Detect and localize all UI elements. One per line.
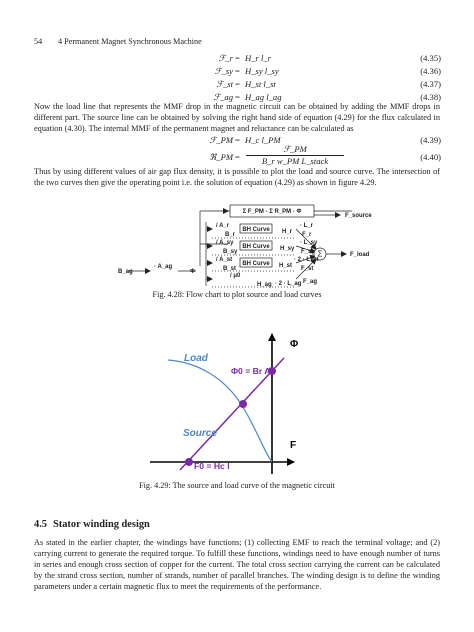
paragraph-operating-point: Thus by using different values of air gap flux density, it is possible to plot the load and source curve. The intersection of the two curves then give the operating point i.e. the solution of equation (4.29) as shown in figure 4.29.	[34, 167, 440, 188]
len-ag-label: · 2 · L_ag	[275, 281, 302, 287]
b-st-label: B_st	[223, 266, 237, 272]
equation-number: (4.37)	[420, 79, 441, 89]
load-label: Load	[184, 353, 208, 364]
len-st-label: · 2 · L_st	[294, 257, 319, 263]
section-number: 4.5	[34, 519, 47, 530]
equation-rhs: H_r l_r	[245, 53, 272, 63]
f0-point	[185, 458, 193, 466]
f-r-label: F_r	[302, 232, 312, 238]
source-load-figure	[0, 320, 474, 480]
paragraph-winding-design: As stated in the earlier chapter, the windings have functions; (1) collecting EMF to reach the terminal voltage; and (2) carrying current to generate the required torque. To fulfill these functions, windings need to have enough number of turns in series and enough cross section of copper for the current. The total cross section carrying the current can be calculated by the strand cross section, number of strands, number of parallel branches. The winding design is to define the winding parameters under a certain magnetic flux to meet the requirements of the performance.	[34, 538, 440, 592]
sum-box-label: Σ F_PM - Σ R_PM · Φ	[242, 209, 302, 215]
equation-lhs: ℱ_sy	[214, 66, 233, 76]
area-r-label: / A_r	[216, 223, 230, 229]
equation-number: (4.38)	[420, 92, 441, 102]
f-ag-label: F_ag	[303, 279, 318, 285]
section-title: Stator winding design	[53, 519, 150, 530]
equation-4-39: ℱ_PM = H_c l_PM (4.39)	[209, 135, 441, 145]
equation-4-37: ℱ_st = H_st l_st (4.37)	[216, 79, 441, 89]
b-ag-label: B_ag	[118, 269, 133, 275]
equation-4-40: ℜ_PM = (4.40)	[209, 152, 441, 162]
f0-label: F0 = Hc l	[194, 461, 230, 471]
equation-number: (4.40)	[420, 152, 441, 162]
bh-curve-r: BH Curve	[242, 227, 270, 233]
equation-lhs: ℱ_r	[218, 53, 233, 63]
fraction-denominator: B_r w_PM L_stack	[261, 156, 329, 166]
f-load-label: F_load	[350, 252, 370, 258]
equation-4-36: ℱ_sy = H_sy l_sy (4.36)	[214, 66, 441, 76]
equation-lhs: ℱ_ag	[213, 92, 233, 102]
h-sy-label: H_sy	[280, 246, 295, 252]
h-st-label: H_st	[279, 263, 293, 269]
f-st-label: F_st	[301, 266, 314, 272]
phi0-label: Φ0 = Br A	[231, 366, 271, 376]
equation-rhs: H_sy l_sy	[245, 66, 279, 76]
sigma-symbol: Σ	[317, 249, 323, 259]
phi-axis-label: Φ	[290, 339, 299, 350]
f-source-label: F_source	[345, 213, 372, 219]
paragraph-load-line: Now the load line that represents the MMF drop in the magnetic circuit can be obtained by adding the MMF drops in different part. The source line can be obtained by solving the right hand side of equation (4.29) for the flux calculated in equation (4.30). The internal MMF of the permanent magnet and reluctance can be calculated as	[34, 102, 440, 134]
equation-4-38: ℱ_ag = H_ag l_ag (4.38)	[213, 92, 441, 102]
len-r-label: · L_r	[300, 223, 314, 229]
fraction-numerator: ℱ_PM	[283, 144, 307, 154]
phi-label: Φ	[190, 269, 195, 275]
page-number: 54	[34, 37, 43, 46]
bh-curve-sy: BH Curve	[242, 244, 270, 250]
equation-fraction	[246, 144, 344, 168]
f-sy-label: F_sy	[301, 249, 315, 255]
b-sy-label: B_sy	[223, 249, 238, 255]
source-label: Source	[183, 428, 217, 439]
equation-lhs: ℱ_PM	[209, 135, 233, 145]
equation-number: (4.39)	[420, 135, 441, 145]
h-ag-label: H_ag	[257, 282, 272, 288]
equation-lhs: ℜ_PM	[209, 152, 233, 162]
equation-rhs: H_c l_PM	[245, 135, 281, 145]
figure-4-29-caption: Fig. 4.29: The source and load curve of the magnetic circuit	[139, 481, 335, 490]
len-sy-label: · L_sy	[300, 240, 318, 246]
h-r-label: H_r	[282, 229, 293, 235]
mu0-label: / μ0	[230, 273, 241, 279]
equation-rhs: H_st l_st	[245, 79, 276, 89]
b-r-label: B_r	[225, 232, 236, 238]
equation-lhs: ℱ_st	[216, 79, 233, 89]
figure-4-28-caption: Fig. 4.28: Flow chart to plot source and load curves	[152, 290, 322, 299]
equation-number: (4.36)	[420, 66, 441, 76]
area-sy-label: / A_sy	[216, 240, 234, 246]
flow-chart-figure	[0, 200, 474, 290]
a-ag-label: · A_ag	[154, 264, 173, 270]
equation-4-35: ℱ_r = H_r l_r (4.35)	[218, 53, 441, 63]
f-axis-label: F	[290, 440, 297, 451]
chapter-title: 4 Permanent Magnet Synchronous Machine	[58, 37, 202, 46]
bh-curve-st: BH Curve	[242, 261, 270, 267]
equation-number: (4.35)	[420, 53, 441, 63]
area-st-label: / A_st	[216, 257, 233, 263]
section-heading	[34, 519, 150, 530]
equation-rhs: H_ag l_ag	[245, 92, 282, 102]
operating-point	[239, 400, 247, 408]
